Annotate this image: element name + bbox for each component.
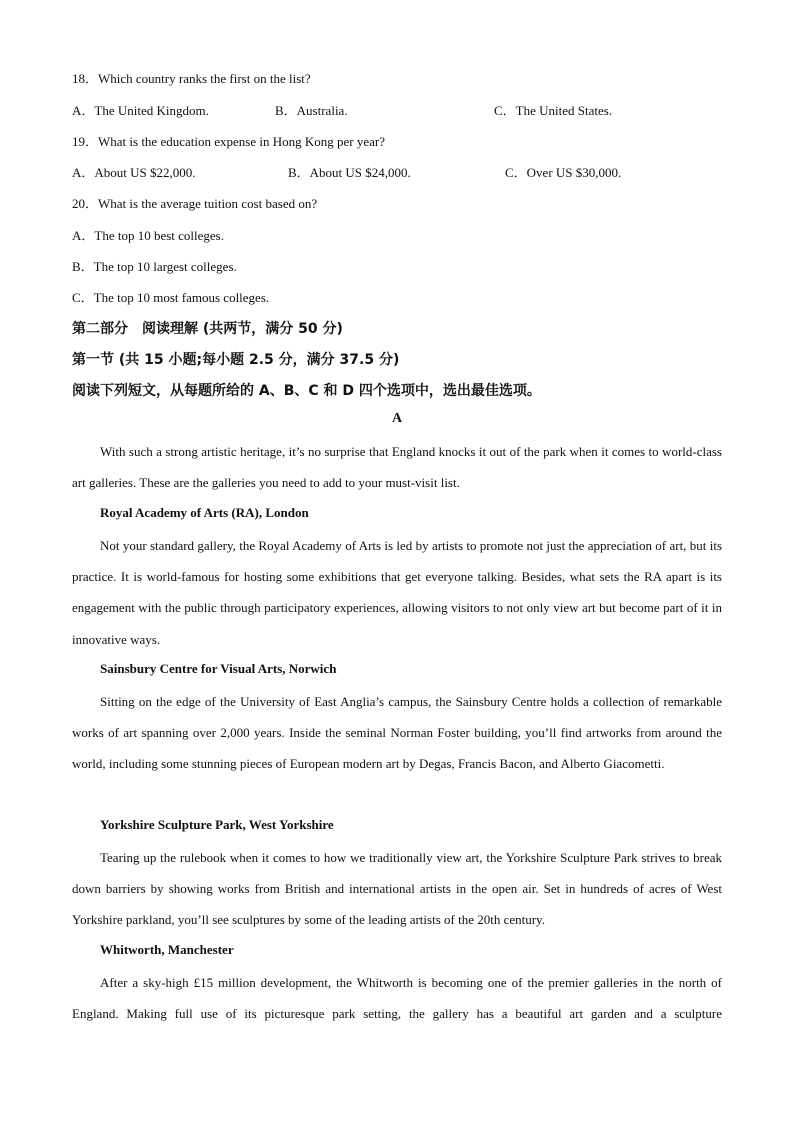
question-18-option-c: C．The United States. <box>494 103 613 118</box>
question-18-option-a: A．The United Kingdom. <box>72 103 209 118</box>
question-19-option-c: C．Over US $30,000. <box>505 165 622 180</box>
passage-intro: With such a strong artistic heritage, it’s no surprise that England knocks it out of the park when it comes to world-class art galleries. These are the galleries you need to add to your must-visit list. <box>72 444 722 491</box>
question-18-option-b: B．Australia. <box>275 103 348 118</box>
gallery-3-name: Yorkshire Sculpture Park, West Yorkshire <box>100 817 334 832</box>
question-20-stem: 20．What is the average tuition cost based on? <box>72 196 318 211</box>
gallery-4-name: Whitworth, Manchester <box>100 942 234 957</box>
question-19-option-a: A．About US $22,000. <box>72 165 196 180</box>
question-19-option-b: B．About US $24,000. <box>288 165 411 180</box>
part-title: 第二部分 阅读理解 (共两节，满分 50 分) <box>72 321 343 337</box>
gallery-3-text: Tearing up the rulebook when it comes to how we traditionally view art, the Yorkshire Sculpture Park strives to break down barriers by showing works from British and international artists in the open air. Set in hundreds of acres of West Yorkshire parkland, you’ll see sculptures by some of the leading artists of the 20th century. <box>72 850 722 928</box>
question-20-option-c: C．The top 10 most famous colleges. <box>72 290 270 305</box>
question-20-option-b: B．The top 10 largest colleges. <box>72 259 237 274</box>
gallery-1-name: Royal Academy of Arts (RA), London <box>100 505 309 520</box>
gallery-2-text: Sitting on the edge of the University of East Anglia’s campus, the Sainsbury Centre holds a collection of remarkable works of art spanning over 2,000 years. Inside the seminal Norman Foster building, you’ll find artworks from around the world, including some stunning pieces of European modern art by Degas, Francis Bacon, and Alberto Giacometti. <box>72 694 722 772</box>
passage-label: A <box>391 411 403 426</box>
instruction-text: 阅读下列短文，从每题所给的 A、B、C 和 D 四个选项中，选出最佳选项。 <box>72 383 541 399</box>
question-18-stem: 18．Which country ranks the first on the list? <box>72 71 311 86</box>
section-title: 第一节 (共 15 小题;每小题 2.5 分，满分 37.5 分) <box>72 352 400 368</box>
gallery-2-name: Sainsbury Centre for Visual Arts, Norwich <box>100 661 337 676</box>
question-20-option-a: A．The top 10 best colleges. <box>72 228 224 243</box>
gallery-4-text: After a sky-high £15 million development, the Whitworth is becoming one of the premier galleries in the north of England. Making full use of its picturesque park setting, the gallery has a beautiful art garden and a sculpture <box>72 975 722 1022</box>
gallery-1-text: Not your standard gallery, the Royal Academy of Arts is led by artists to promote not just the appreciation of art, but its practice. It is world-famous for hosting some exhibitions that get everyone talking. Besides, what sets the RA apart is its engagement with the public through participatory experiences, allowing visitors to not only view art but become part of it in innovative ways. <box>72 538 722 647</box>
question-19-stem: 19．What is the education expense in Hong Kong per year? <box>72 134 385 149</box>
